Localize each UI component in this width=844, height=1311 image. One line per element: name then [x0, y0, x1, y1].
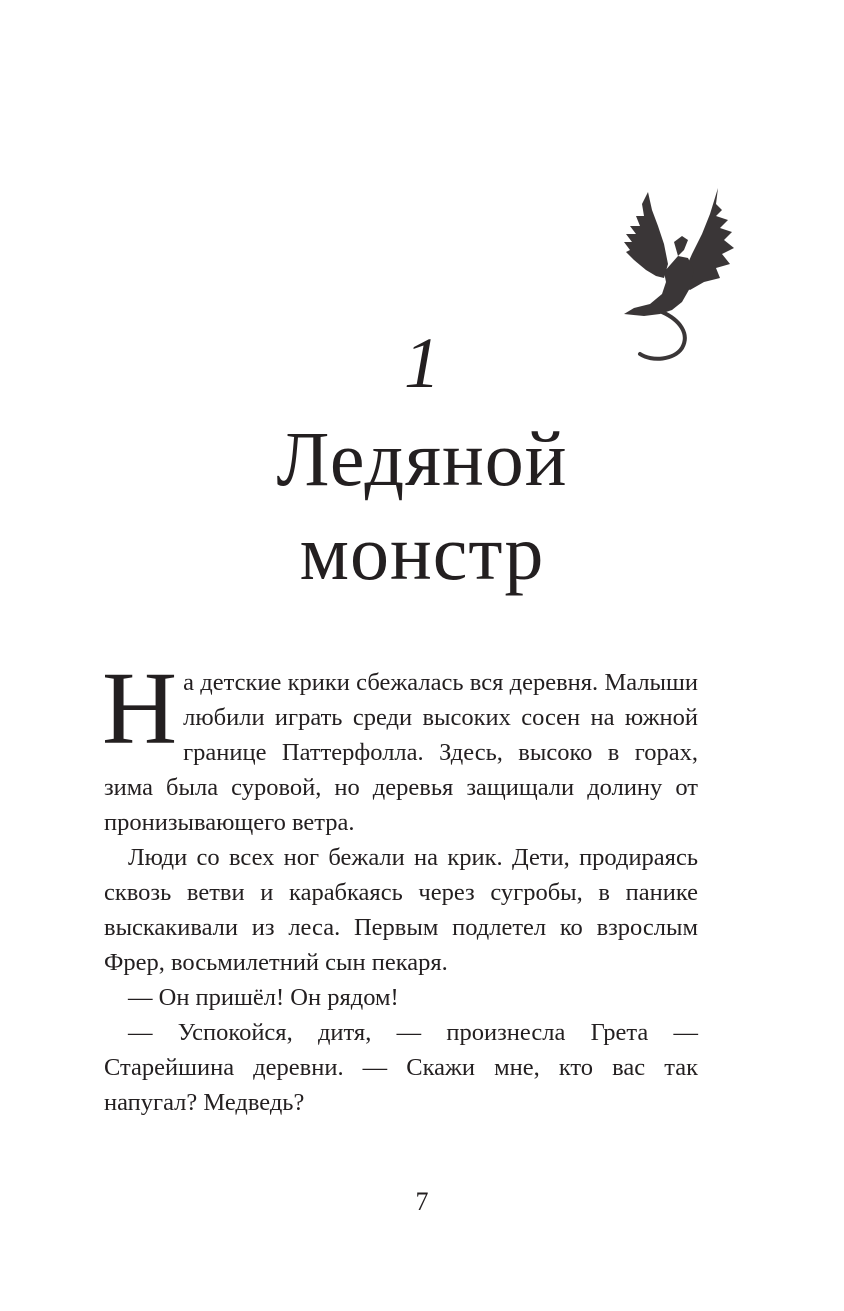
chapter-number: 1 [404, 323, 440, 403]
page-number: 7 [415, 1187, 429, 1216]
paragraph-2: Люди со всех ног бежали на крик. Дети, продираясь сквозь ветви и карабкаясь через сугробы, в панике выскакивали из леса. Первым подлетел ко взрослым Фрер, восьмилетний сын пекаря. [104, 844, 698, 976]
paragraph-3: — Он пришёл! Он рядом! [128, 984, 399, 1011]
chapter-body-text [102, 651, 698, 1120]
chapter-title-line-1: Ледяной [276, 415, 568, 502]
drop-cap: Н [102, 651, 178, 766]
paragraph-4: — Успокойся, дитя, — произнесла Грета — Старейшина деревни. — Скажи мне, кто вас так напугал? Медведь? [104, 1019, 698, 1116]
chapter-title [0, 412, 844, 600]
paragraph-1 [102, 651, 698, 840]
chapter-title-line-2: монстр [299, 509, 545, 596]
paragraph-1-text: а детские крики сбежалась вся деревня. Малыши любили играть среди высоких сосен на южной границе Паттерфолла. Здесь, высоко в горах, зима была суровой, но деревья защищали долину от пронизывающего ветра. [104, 669, 698, 836]
